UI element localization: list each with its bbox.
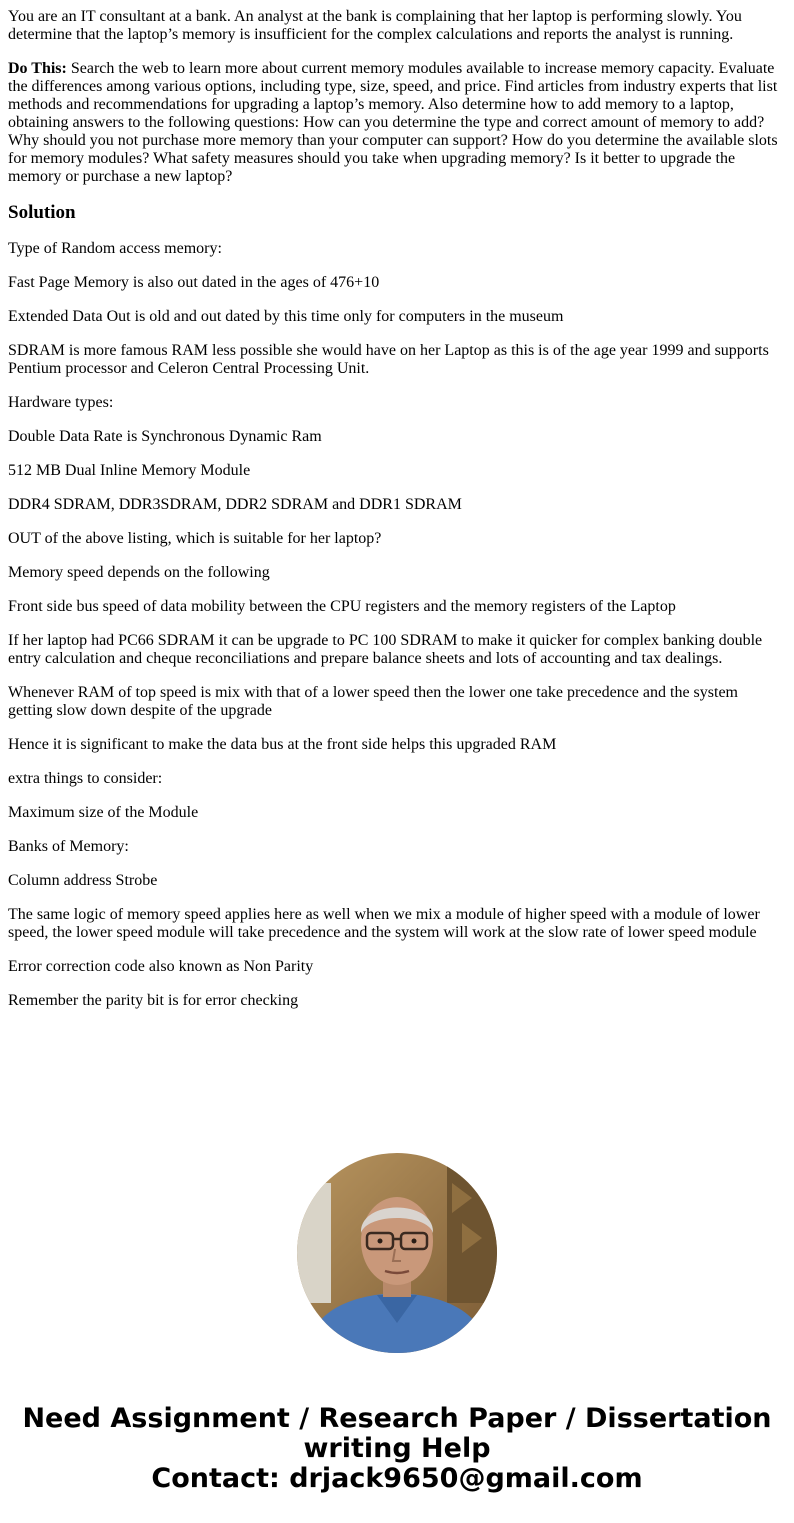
solution-paragraph: Front side bus speed of data mobility between the CPU registers and the memory registers of the Laptop [8, 598, 676, 615]
solution-paragraph: Banks of Memory: [8, 838, 129, 855]
solution-paragraph: Whenever RAM of top speed is mix with that of a lower speed then the lower one take precedence and the system getting slow down despite of the upgrade [8, 684, 738, 719]
solution-paragraph: SDRAM is more famous RAM less possible she would have on her Laptop as this is of the age year 1999 and supports Pentium processor and Celeron Central Processing Unit. [8, 342, 769, 377]
do-this-label: Do This: [8, 60, 67, 77]
solution-paragraph: The same logic of memory speed applies here as well when we mix a module of higher speed with a module of lower speed, the lower speed module will take precedence and the system will work at the slow rate of lower speed module [8, 906, 760, 941]
solution-body [8, 240, 786, 1010]
article [8, 0, 786, 1026]
solution-paragraph: Type of Random access memory: [8, 240, 222, 257]
solution-paragraph: OUT of the above listing, which is suitable for her laptop? [8, 530, 382, 547]
question-intro: You are an IT consultant at a bank. An analyst at the bank is complaining that her laptop is performing slowly. You determine that the laptop’s memory is insufficient for the complex calculations and reports the analyst is running. [8, 8, 742, 43]
promo-line-2: writing Help [303, 1433, 491, 1464]
solution-paragraph: 512 MB Dual Inline Memory Module [8, 462, 251, 479]
solution-paragraph: Fast Page Memory is also out dated in the ages of 476+10 [8, 274, 380, 291]
solution-paragraph: extra things to consider: [8, 770, 163, 787]
promo-line-1: Need Assignment / Research Paper / Dissertation [22, 1403, 772, 1434]
solution-paragraph: Extended Data Out is old and out dated by this time only for computers in the museum [8, 308, 564, 325]
question-task [8, 60, 786, 186]
solution-paragraph: Remember the parity bit is for error checking [8, 992, 299, 1009]
solution-paragraph: Hardware types: [8, 394, 114, 411]
solution-paragraph: Hence it is significant to make the data bus at the front side helps this upgraded RAM [8, 736, 557, 753]
solution-paragraph: If her laptop had PC66 SDRAM it can be upgrade to PC 100 SDRAM to make it quicker for complex banking double entry calculation and cheque reconciliations and prepare balance sheets and lots of accounting and tax dealings. [8, 632, 763, 667]
solution-paragraph: Memory speed depends on the following [8, 564, 270, 581]
author-photo-icon [297, 1153, 497, 1353]
promo-banner [0, 1404, 794, 1494]
solution-paragraph: Error correction code also known as Non Parity [8, 958, 314, 975]
solution-heading: Solution [8, 202, 76, 223]
solution-paragraph: Column address Strobe [8, 872, 158, 889]
do-this-text: Search the web to learn more about current memory modules available to increase memory capacity. Evaluate the differences among various options, including type, size, speed, and price. Find articles from industry experts that list methods and recommendations for upgrading a laptop’s memory. Also determine how to add memory to a laptop, obtaining answers to the following questions: How can you determine the type and correct amount of memory to add? Why should you not purchase more memory than your computer can support? How do you determine the available slots for memory modules? What safety measures should you take when upgrading memory? Is it better to upgrade the memory or purchase a new laptop? [8, 60, 778, 185]
solution-paragraph: Double Data Rate is Synchronous Dynamic Ram [8, 428, 322, 445]
promo-contact: Contact: drjack9650@gmail.com [151, 1463, 643, 1494]
solution-paragraph: DDR4 SDRAM, DDR3SDRAM, DDR2 SDRAM and DDR1 SDRAM [8, 496, 462, 513]
solution-paragraph: Maximum size of the Module [8, 804, 199, 821]
author-photo [297, 1153, 497, 1353]
